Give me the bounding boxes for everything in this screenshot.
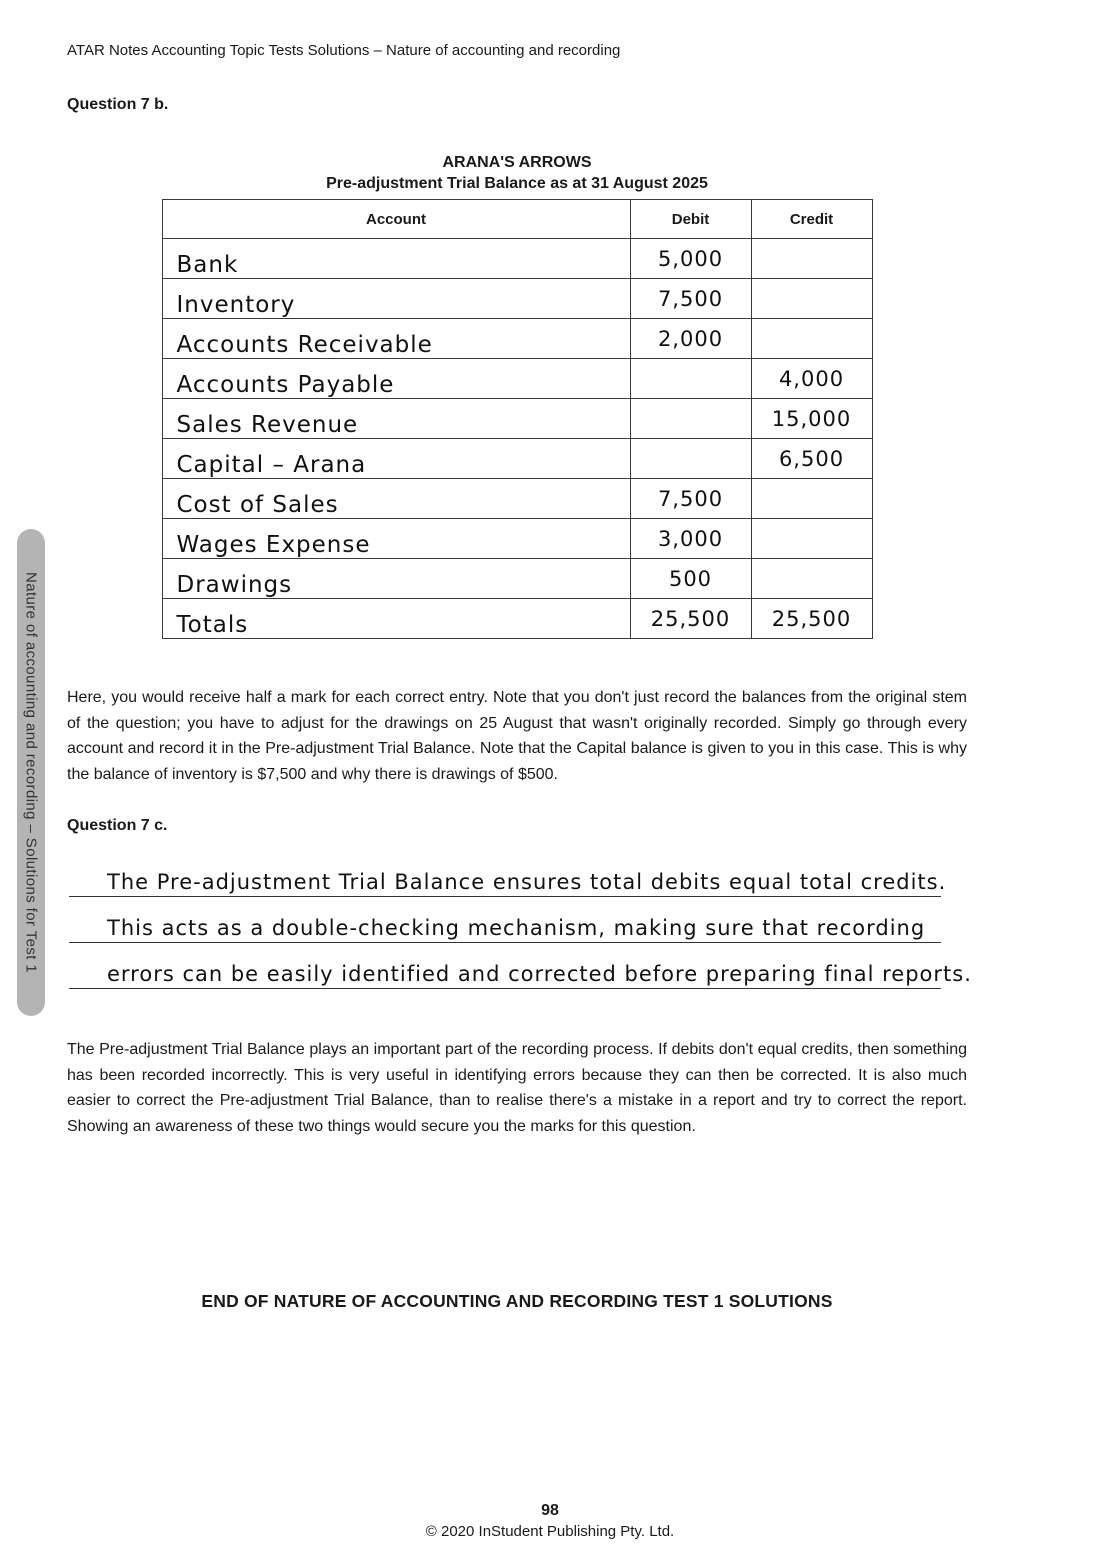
credit-cell: 15,000: [751, 399, 872, 439]
table-row: [162, 439, 872, 479]
debit-cell: [630, 359, 751, 399]
credit-cell: [751, 519, 872, 559]
end-of-test-line: END OF NATURE OF ACCOUNTING AND RECORDING TEST 1 SOLUTIONS: [201, 1291, 833, 1311]
running-header: ATAR Notes Accounting Topic Tests Solutions – Nature of accounting and recording: [67, 42, 621, 59]
account-cell: Drawings: [162, 559, 630, 599]
answer-line-text: The Pre-adjustment Trial Balance ensures total debits equal total credits.: [107, 870, 947, 894]
column-header-credit: Credit: [751, 200, 872, 239]
account-cell: Capital – Arana: [162, 439, 630, 479]
answer-line: [69, 943, 972, 989]
trial-balance-block: [67, 154, 967, 639]
debit-cell: 3,000: [630, 519, 751, 559]
question-7b-heading: Question 7 b.: [67, 96, 169, 113]
account-cell: Inventory: [162, 279, 630, 319]
page-number: 98: [541, 1502, 559, 1519]
answer-line-text: This acts as a double-checking mechanism, making sure that recording: [107, 916, 926, 940]
column-header-debit: Debit: [630, 200, 751, 239]
table-row: [162, 559, 872, 599]
debit-cell: 2,000: [630, 319, 751, 359]
credit-cell: [751, 479, 872, 519]
trial-balance-table: [162, 199, 873, 639]
handwritten-answer: [69, 851, 972, 989]
account-cell: Totals: [162, 599, 630, 639]
debit-cell: 7,500: [630, 279, 751, 319]
table-row: [162, 239, 872, 279]
column-header-account: Account: [162, 200, 630, 239]
debit-cell: [630, 439, 751, 479]
account-cell: Accounts Payable: [162, 359, 630, 399]
answer-line: [69, 897, 941, 943]
account-cell: Sales Revenue: [162, 399, 630, 439]
credit-cell: 4,000: [751, 359, 872, 399]
question-7c-explanation: The Pre-adjustment Trial Balance plays an important part of the recording process. If debits don't equal credits, then something has been recorded incorrectly. This is very useful in identifying errors because they can then be corrected. It is also much easier to correct the Pre-adjustment Trial Balance, than to realise there's a mistake in a report and try to correct the report. Showing an awareness of these two things would secure you the marks for this question.: [67, 1041, 967, 1135]
table-row-totals: [162, 599, 872, 639]
table-row: [162, 479, 872, 519]
account-cell: Bank: [162, 239, 630, 279]
debit-cell: 5,000: [630, 239, 751, 279]
table-row: [162, 319, 872, 359]
answer-line: [69, 851, 947, 897]
table-row: [162, 519, 872, 559]
question-7b-explanation: Here, you would receive half a mark for each correct entry. Note that you don't just record the balances from the original stem of the question; you have to adjust for the drawings on 25 August that wasn't originally recorded. Simply go through every account and record it in the Pre-adjustment Trial Balance. Note that the Capital balance is given to you in this case. This is why the balance of inventory is $7,500 and why there is drawings of $500.: [67, 689, 967, 783]
credit-cell: [751, 279, 872, 319]
table-row: [162, 279, 872, 319]
table-row: [162, 399, 872, 439]
debit-cell: 7,500: [630, 479, 751, 519]
debit-cell: [630, 399, 751, 439]
copyright-line: © 2020 InStudent Publishing Pty. Ltd.: [425, 1523, 675, 1540]
page-content: [67, 0, 972, 1312]
account-cell: Accounts Receivable: [162, 319, 630, 359]
table-title: ARANA'S ARROWS: [442, 154, 592, 171]
page-footer: [0, 1502, 1100, 1540]
table-subtitle: Pre-adjustment Trial Balance as at 31 August 2025: [326, 175, 708, 192]
credit-cell: [751, 319, 872, 359]
table-header-row: [162, 200, 872, 239]
credit-cell: 6,500: [751, 439, 872, 479]
table-row: [162, 359, 872, 399]
debit-cell: 25,500: [630, 599, 751, 639]
sidebar-tab-label: Nature of accounting and recording – Solutions for Test 1: [22, 571, 40, 974]
account-cell: Wages Expense: [162, 519, 630, 559]
sidebar-tab: [17, 529, 45, 1016]
question-7c-heading: Question 7 c.: [67, 817, 168, 834]
credit-cell: 25,500: [751, 599, 872, 639]
debit-cell: 500: [630, 559, 751, 599]
answer-line-text: errors can be easily identified and corrected before preparing final reports.: [107, 962, 972, 986]
credit-cell: [751, 239, 872, 279]
account-cell: Cost of Sales: [162, 479, 630, 519]
credit-cell: [751, 559, 872, 599]
